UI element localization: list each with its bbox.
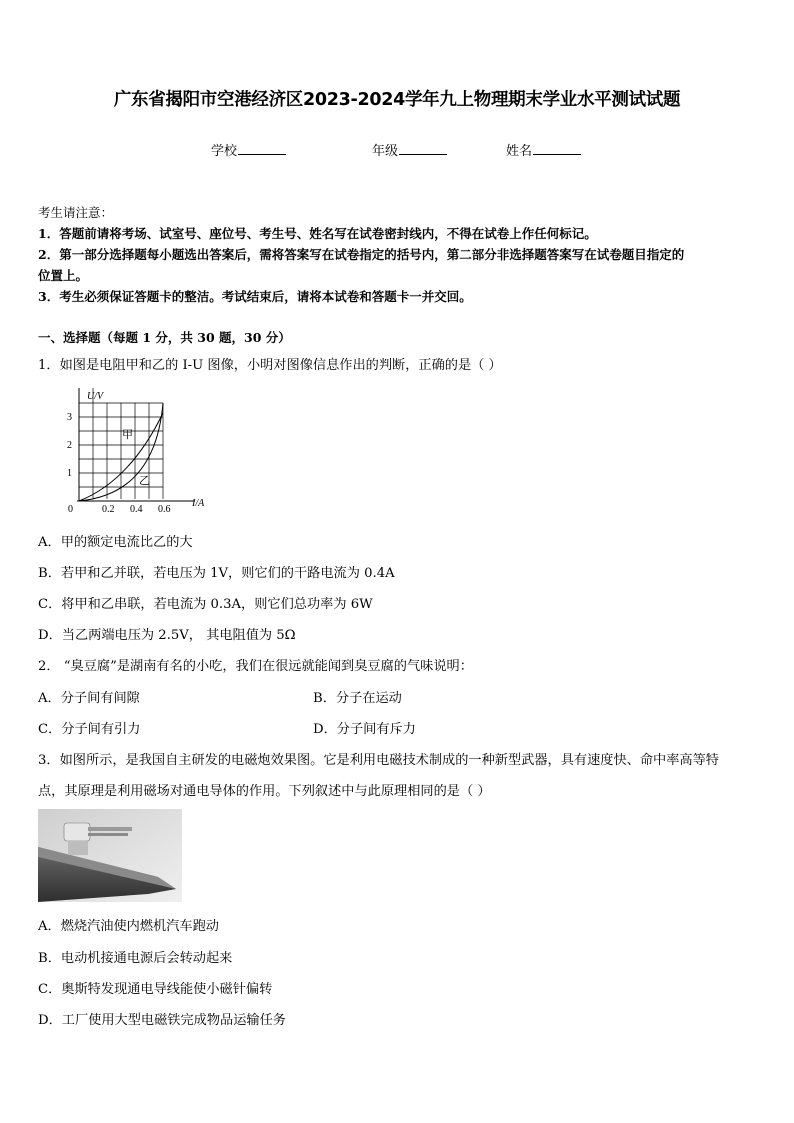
y-tick-3: 3 [67, 412, 72, 423]
school-blank [238, 142, 286, 155]
grade-blank [399, 142, 447, 155]
q2-stem: 2． “臭豆腐”是湖南有名的小吃，我们在很远就能闻到臭豆腐的气味说明： [38, 659, 473, 674]
name-blank [533, 142, 581, 155]
q3-stem-line1: 3．如图所示，是我国自主研发的电磁炮效果图。它是利用电磁技术制成的一种新型武器，具有速度快、命中率高等特 [38, 753, 719, 768]
x-axis-label: I/A [192, 498, 205, 509]
y-tick-2: 2 [67, 440, 72, 451]
q3-option-c: C．奥斯特发现通电导线能使小磁针偏转 [38, 982, 273, 997]
grade-field [372, 140, 447, 159]
q1-option-b: B．若甲和乙并联，若电压为 1V，则它们的干路电流为 0.4A [38, 566, 395, 581]
q3-option-a: A．燃烧汽油使内燃机汽车跑动 [38, 919, 219, 934]
school-field [211, 140, 286, 159]
q3-stem-line2: 点，其原理是利用磁场对通电导体的作用。下列叙述中与此原理相同的是（ ） [38, 784, 491, 799]
notice-item-3: 3．考生必须保证答题卡的整洁。考试结束后，请将本试卷和答题卡一并交回。 [38, 289, 472, 304]
section-heading: 一、选择题（每题 1 分，共 30 题，30 分） [38, 330, 291, 345]
y-axis-label: U/V [87, 391, 104, 402]
x-tick-0.2: 0.2 [102, 504, 115, 515]
iu-graph [60, 386, 220, 516]
q3-option-b: B．电动机接通电源后会转动起来 [38, 951, 233, 966]
q2-option-d: D．分子间有斥力 [313, 722, 416, 737]
name-label: 姓名 [506, 144, 533, 159]
school-label: 学校 [211, 144, 238, 159]
graph-grid [79, 388, 163, 499]
label-yi: 乙 [139, 474, 150, 487]
notice-item-2: 2．第一部分选择题每小题选出答案后，需将答案写在试卷指定的括号内，第二部分非选择题答案写在试卷题目指定的 [38, 247, 685, 262]
label-jia: 甲 [122, 428, 133, 441]
notice-heading: 考生请注意： [38, 205, 114, 220]
q1-stem: 1．如图是电阻甲和乙的 I-U 图像，小明对图像信息作出的判断，正确的是（ ） [38, 358, 502, 373]
page-title: 广东省揭阳市空港经济区2023-2024学年九上物理期末学业水平测试试题 [113, 90, 681, 110]
x-tick-0.4: 0.4 [130, 504, 143, 515]
q2-option-a: A．分子间有间隙 [38, 691, 140, 706]
q1-option-d: D．当乙两端电压为 2.5V， 其电阻值为 5Ω [38, 628, 296, 643]
y-tick-1: 1 [67, 468, 72, 479]
notice-item-1: 1．答题前请将考场、试室号、座位号、考生号、姓名写在试卷密封线内，不得在试卷上作任何标记。 [38, 226, 597, 241]
railgun-illustration [38, 809, 182, 902]
grade-label: 年级 [372, 144, 399, 159]
q1-option-a: A．甲的额定电流比乙的大 [38, 535, 193, 550]
q2-option-b: B．分子在运动 [313, 691, 402, 706]
x-tick-0.6: 0.6 [158, 504, 171, 515]
q3-option-d: D．工厂使用大型电磁铁完成物品运输任务 [38, 1013, 286, 1028]
q1-option-c: C．将甲和乙串联，若电流为 0.3A，则它们总功率为 6W [38, 597, 373, 612]
notice-item-2-cont: 位置上。 [38, 268, 89, 283]
q2-option-c: C．分子间有引力 [38, 722, 141, 737]
name-field [506, 140, 581, 159]
origin-label: 0 [68, 504, 73, 515]
